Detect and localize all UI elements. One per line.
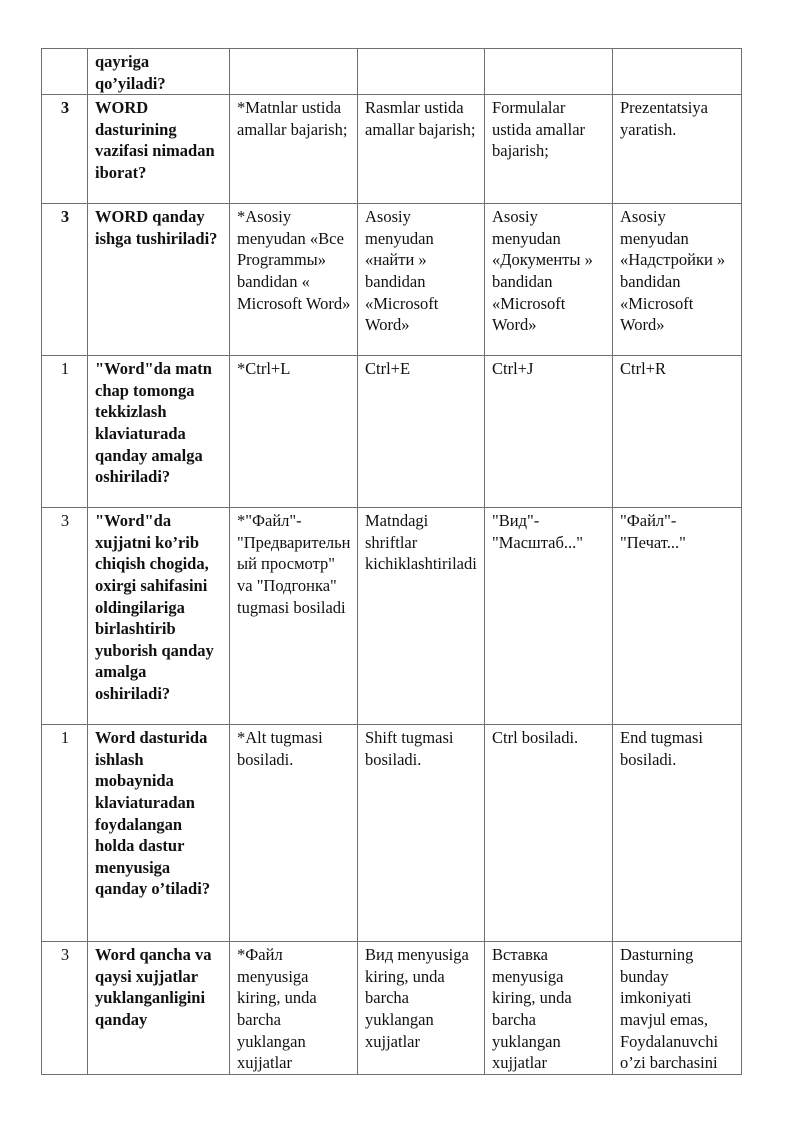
- question-cell: qayriga qo’yiladi?: [88, 49, 230, 95]
- question-cell: Word dasturida ishlash mobaynida klaviaturadan foydalangan holda dastur menyusiga qanday o’tiladi?: [88, 725, 230, 942]
- question-cell: WORD qanday ishga tushiriladi?: [88, 204, 230, 356]
- option-d-cell: Dasturning bunday imkoniyati mavjul emas, Foydalanuvchi o’zi barchasini: [613, 942, 742, 1075]
- table-row: [42, 356, 742, 508]
- table-row: [42, 508, 742, 725]
- score-cell: 1: [42, 725, 88, 942]
- option-c-cell: Ctrl bosiladi.: [485, 725, 613, 942]
- question-cell: "Word"da xujjatni ko’rib chiqish chogida, oxirgi sahifasini oldingilariga birlashtirib yuborish qanday amalga oshiriladi?: [88, 508, 230, 725]
- option-c-cell: Вставка menyusiga kiring, unda barcha yuklangan xujjatlar: [485, 942, 613, 1075]
- option-d-cell: Asosiy menyudan «Надстройки » bandidan «Microsoft Word»: [613, 204, 742, 356]
- option-c-cell: "Вид"-"Масштаб...": [485, 508, 613, 725]
- option-b-cell: Asosiy menyudan «найти » bandidan «Microsoft Word»: [358, 204, 485, 356]
- option-b-cell: Rasmlar ustida amallar bajarish;: [358, 95, 485, 204]
- score-cell: 3: [42, 95, 88, 204]
- table-row: [42, 49, 742, 95]
- option-a-cell: *Ctrl+L: [230, 356, 358, 508]
- option-c-cell: [485, 49, 613, 95]
- table-row: [42, 942, 742, 1075]
- option-a-cell: *Asosiy menyudan «Все Programmы» bandidan « Microsoft Word»: [230, 204, 358, 356]
- quiz-table: [41, 48, 742, 1075]
- option-a-cell: *Alt tugmasi bosiladi.: [230, 725, 358, 942]
- option-d-cell: "Файл"-"Печат...": [613, 508, 742, 725]
- option-a-cell: [230, 49, 358, 95]
- option-b-cell: Matndagi shriftlar kichiklashtiriladi: [358, 508, 485, 725]
- option-b-cell: [358, 49, 485, 95]
- question-cell: Word qancha va qaysi xujjatlar yuklanganligini qanday: [88, 942, 230, 1075]
- option-b-cell: Вид menyusiga kiring, unda barcha yuklangan xujjatlar: [358, 942, 485, 1075]
- question-cell: WORD dasturining vazifasi nimadan iborat?: [88, 95, 230, 204]
- question-cell: "Word"da matn chap tomonga tekkizlash klaviaturada qanday amalga oshiriladi?: [88, 356, 230, 508]
- score-cell: [42, 49, 88, 95]
- score-cell: 3: [42, 204, 88, 356]
- option-d-cell: Prezentatsiya yaratish.: [613, 95, 742, 204]
- option-b-cell: Ctrl+E: [358, 356, 485, 508]
- option-a-cell: *"Файл"-"Предварительный просмотр" va "Подгонка" tugmasi bosiladi: [230, 508, 358, 725]
- option-d-cell: [613, 49, 742, 95]
- table-row: [42, 95, 742, 204]
- score-cell: 1: [42, 356, 88, 508]
- option-d-cell: End tugmasi bosiladi.: [613, 725, 742, 942]
- option-d-cell: Ctrl+R: [613, 356, 742, 508]
- score-cell: 3: [42, 508, 88, 725]
- option-c-cell: Ctrl+J: [485, 356, 613, 508]
- score-cell: 3: [42, 942, 88, 1075]
- option-a-cell: *Matnlar ustida amallar bajarish;: [230, 95, 358, 204]
- option-a-cell: *Файл menyusiga kiring, unda barcha yuklangan xujjatlar: [230, 942, 358, 1075]
- option-c-cell: Asosiy menyudan «Документы » bandidan «Microsoft Word»: [485, 204, 613, 356]
- option-b-cell: Shift tugmasi bosiladi.: [358, 725, 485, 942]
- table-row: [42, 204, 742, 356]
- table-row: [42, 725, 742, 942]
- option-c-cell: Formulalar ustida amallar bajarish;: [485, 95, 613, 204]
